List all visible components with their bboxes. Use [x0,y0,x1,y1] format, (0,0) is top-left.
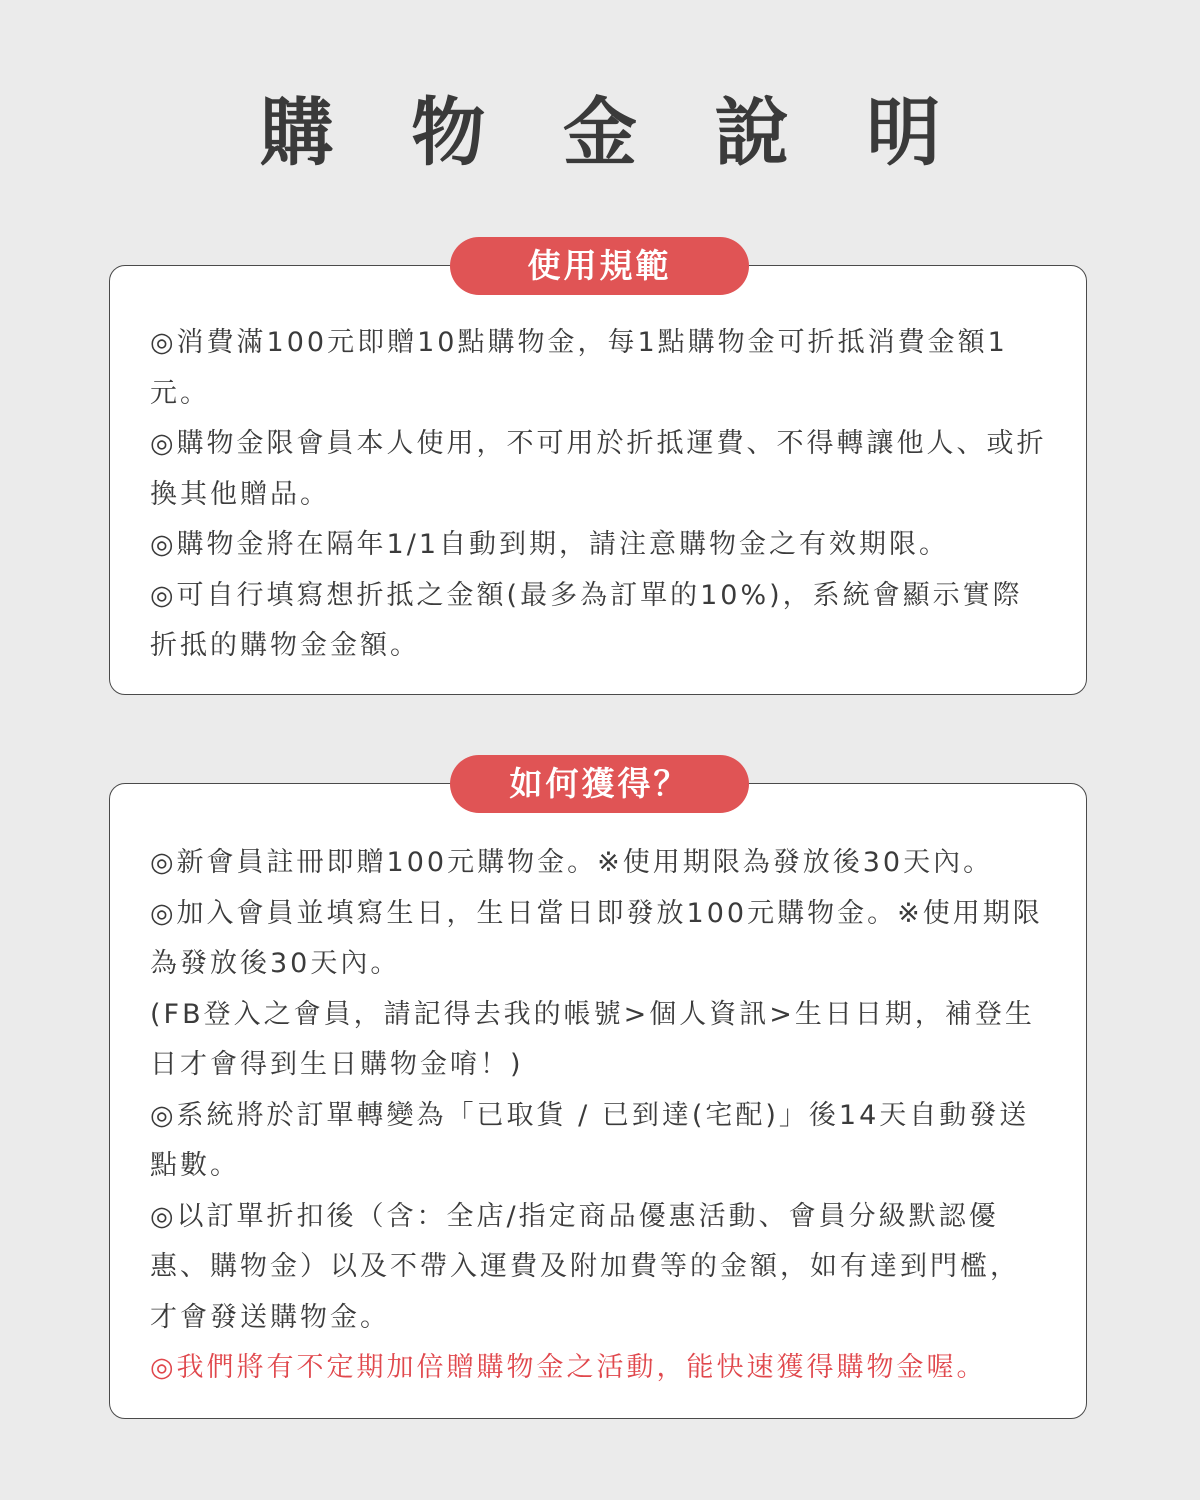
how-to-earn-heading: 如何獲得？ [450,755,749,813]
usage-rule-4: ◎可自行填寫想折抵之金額(最多為訂單的10%)，系統會顯示實際折抵的購物金金額。 [150,579,1023,661]
how-to-earn-card [109,783,1087,1419]
earn-item-2: ◎加入會員並填寫生日，生日當日即發放100元購物金。※使用期限為發放後30天內。 [150,897,1043,979]
earn-item-6-highlight: ◎我們將有不定期加倍贈購物金之活動，能快速獲得購物金喔。 [150,1352,987,1383]
usage-rules-heading: 使用規範 [450,237,749,295]
usage-rules-list [150,318,1048,672]
how-to-earn-list [150,838,1048,1394]
usage-rule-2: ◎購物金限會員本人使用，不可用於折抵運費、不得轉讓他人、或折換其他贈品。 [150,428,1047,510]
earn-item-3: (FB登入之會員，請記得去我的帳號>個人資訊>生日日期，補登生日才會得到生日購物金唷！) [150,998,1035,1080]
earn-item-1: ◎新會員註冊即贈100元購物金。※使用期限為發放後30天內。 [150,847,994,878]
earn-item-4: ◎系統將於訂單轉變為「已取貨 / 已到達(宅配)」後14天自動發送點數。 [150,1099,1030,1181]
page-title: 購 物 金 說 明 [259,90,967,176]
usage-rule-1: ◎消費滿100元即贈10點購物金，每1點購物金可折抵消費金額1元。 [150,327,1008,409]
earn-item-5: ◎以訂單折扣後（含：全店/指定商品優惠活動、會員分級默認優惠、購物金）以及不帶入運費及附加費等的金額，如有達到門檻，才會發送購物金。 [150,1200,1020,1333]
usage-rule-3: ◎購物金將在隔年1/1自動到期，請注意購物金之有效期限。 [150,529,950,560]
usage-rules-card [109,265,1087,695]
